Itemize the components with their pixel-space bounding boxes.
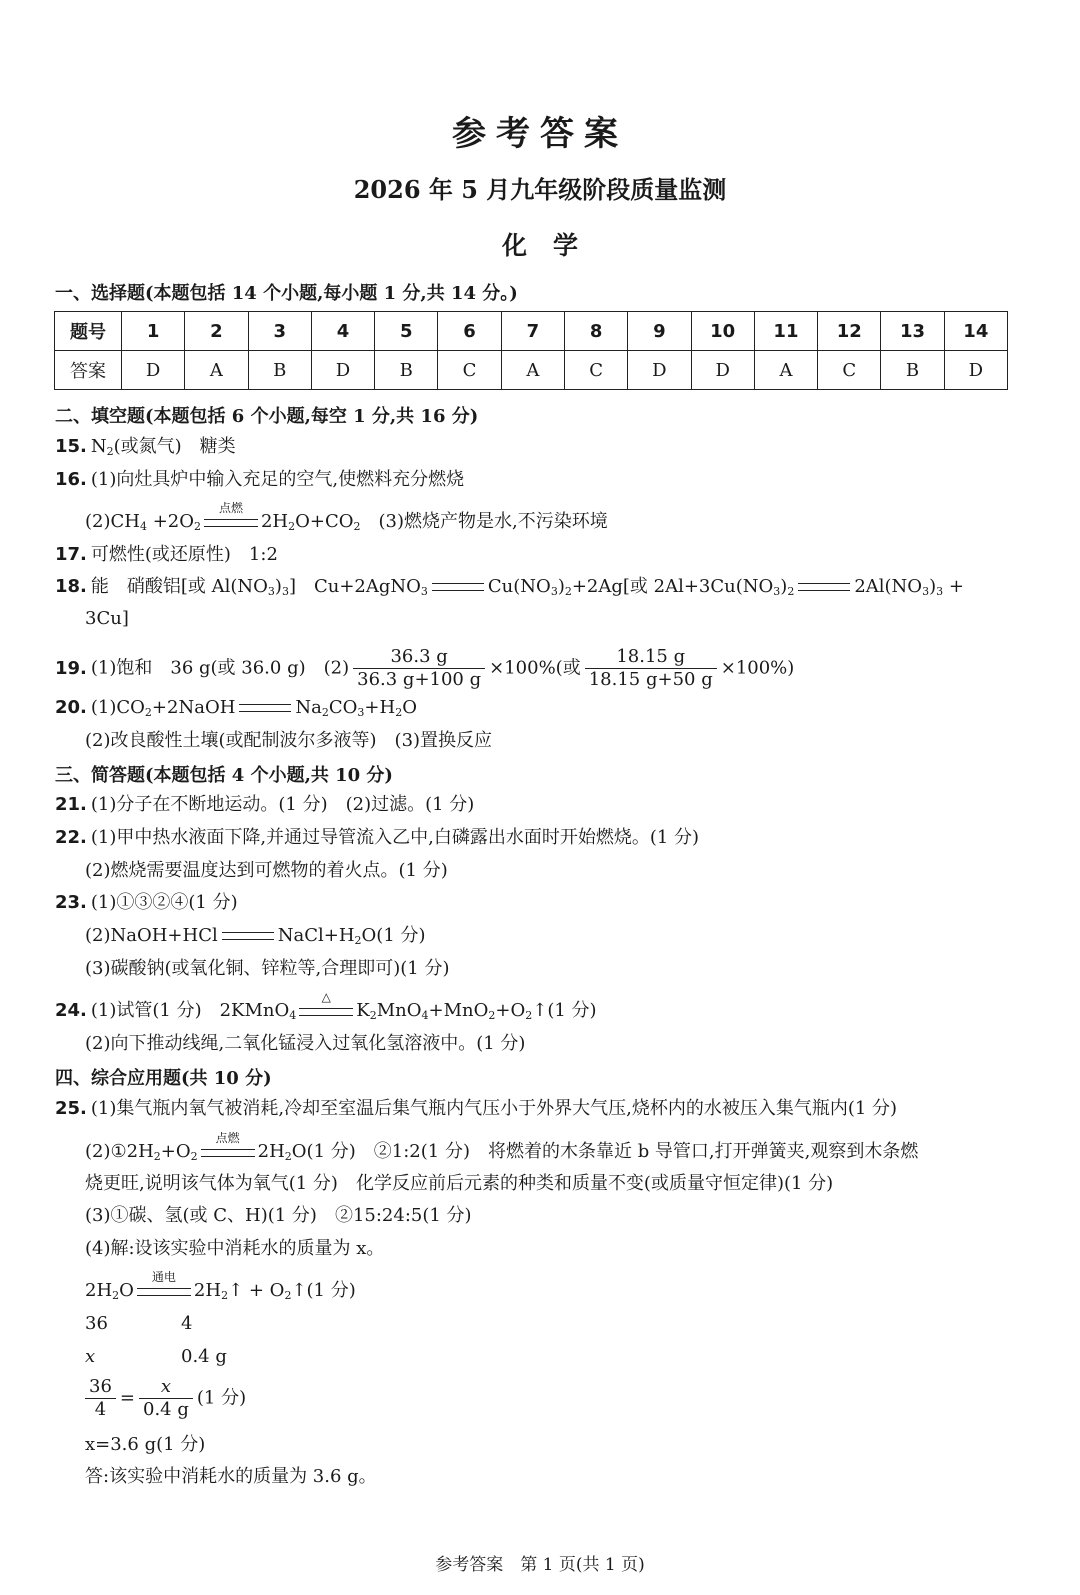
section-4-heading: 四、综合应用题(共 10 分) bbox=[55, 1068, 272, 1089]
answer-cell: D bbox=[311, 351, 374, 390]
question-number: 22. bbox=[55, 827, 87, 848]
question-number: 16. bbox=[55, 469, 87, 490]
fraction: $\frac{x}{0.4 g}$ bbox=[139, 1376, 193, 1421]
answer-q25-part4: (4)解:设该实验中消耗水的质量为 x。 bbox=[85, 1238, 385, 1259]
answer-q18-cont: 3Cu] bbox=[85, 608, 129, 629]
answer-q23-part2: (2)NaOH+HCl $NaCl+H_2O(1$ 分) bbox=[85, 925, 426, 947]
answer-q25-part2: $(2)①2H_2+O_2$ 点燃 $2H_2O(1$ 分) ②1:2(1 分) 将燃着的木条靠近 b 导管口,打开弹簧夹,观察到木条燃 bbox=[85, 1131, 919, 1163]
answer-q23-part3: (3)碳酸钠(或氧化铜、锌粒等,合理即可)(1 分) bbox=[85, 958, 450, 979]
answer-q18: 18. 能 硝酸铝[或 $Al(NO_3)_3$] Cu+2AgNO$_3$ $Cu(NO_3)_2+2Ag$[或 $2Al+3Cu(NO_3)_2$ $2Al(NO_3)_3$ + bbox=[55, 576, 964, 598]
answer-q24-part1: 24. (1)试管(1 分) 2KMnO$_4$ △ $K_2MnO_4+MnO_2+O_2↑(1$ 分) bbox=[55, 990, 597, 1022]
question-number: 17. bbox=[55, 544, 87, 565]
question-number: 21. bbox=[55, 794, 87, 815]
answer-cell: C bbox=[564, 351, 627, 390]
answer-q23-part1: 23. (1)①③②④(1 分) bbox=[55, 892, 238, 913]
question-number-cell: 14 bbox=[944, 312, 1007, 351]
answer-q16-part2: $(2)CH_4 +2O_2$ 点燃 $2H_2O+CO_2$ (3)燃烧产物是水,不污染环境 bbox=[85, 501, 608, 533]
answer-cell: A bbox=[501, 351, 564, 390]
table-row-numbers bbox=[55, 312, 1008, 351]
page-footer: 参考答案 第 1 页(共 1 页) bbox=[435, 1555, 645, 1575]
exam-subtitle: 2026 年 5 月九年级阶段质量监测 bbox=[353, 175, 727, 204]
reaction-condition: △ bbox=[299, 1004, 353, 1016]
answer-cell: B bbox=[881, 351, 944, 390]
question-number: 20. bbox=[55, 697, 87, 718]
question-number-cell: 11 bbox=[754, 312, 817, 351]
calc-row-mass: x 0.4 g bbox=[85, 1346, 227, 1367]
answer-cell: C bbox=[818, 351, 881, 390]
answer-cell: C bbox=[438, 351, 501, 390]
answer-q24-part2: (2)向下推动线绳,二氧化锰浸入过氧化氢溶液中。(1 分) bbox=[85, 1033, 526, 1054]
question-number: 15. bbox=[55, 436, 87, 457]
answer-q17: 17. 可燃性(或还原性) 1:2 bbox=[55, 544, 278, 565]
question-number: 18. bbox=[55, 576, 87, 597]
question-number: 24. bbox=[55, 1000, 87, 1021]
answer-cell: D bbox=[691, 351, 754, 390]
reaction-condition: 点燃 bbox=[201, 1145, 255, 1157]
answer-cell: D bbox=[628, 351, 691, 390]
question-number-cell: 1 bbox=[122, 312, 185, 351]
section-3-heading: 三、简答题(本题包括 4 个小题,共 10 分) bbox=[55, 765, 393, 786]
answer-q22-part2: (2)燃烧需要温度达到可燃物的着火点。(1 分) bbox=[85, 860, 448, 881]
fraction: $\frac{36}{4}$ bbox=[85, 1376, 116, 1421]
row-label-answer: 答案 bbox=[55, 351, 122, 390]
calc-result: x=3.6 g(1 分) bbox=[85, 1434, 206, 1455]
question-number-cell: 2 bbox=[185, 312, 248, 351]
table-row-answers bbox=[55, 351, 1008, 390]
answer-cell: D bbox=[122, 351, 185, 390]
calc-row-molar: 36 4 bbox=[85, 1313, 193, 1334]
answer-q21: 21. (1)分子在不断地运动。(1 分) (2)过滤。(1 分) bbox=[55, 794, 475, 815]
question-number-cell: 5 bbox=[375, 312, 438, 351]
question-number-cell: 12 bbox=[818, 312, 881, 351]
question-number: 19. bbox=[55, 657, 87, 679]
answer-cell: B bbox=[375, 351, 438, 390]
electrolysis-equation: $2H_2O$ 通电 $2H_2↑$ + $O_2↑(1$ 分) bbox=[85, 1270, 356, 1302]
question-number-cell: 13 bbox=[881, 312, 944, 351]
answer-q25-part3: (3)①碳、氢(或 C、H)(1 分) ②15:24:5(1 分) bbox=[85, 1205, 472, 1226]
answer-q15: 15. $N_2$(或氮气) 糖类 bbox=[55, 436, 236, 458]
reaction-condition: 通电 bbox=[137, 1284, 191, 1296]
answer-q25-part2-cont: 烧更旺,说明该气体为氧气(1 分) 化学反应前后元素的种类和质量不变(或质量守恒定律)(1 分) bbox=[85, 1173, 834, 1194]
answer-q16-part1: 16. (1)向灶具炉中输入充足的空气,使燃料充分燃烧 bbox=[55, 469, 465, 490]
question-number-cell: 3 bbox=[248, 312, 311, 351]
calc-ratio: $\frac{36}{4}$ = $\frac{x}{0.4 g}$ (1 分) bbox=[85, 1376, 246, 1421]
answer-cell: A bbox=[754, 351, 817, 390]
question-number-cell: 7 bbox=[501, 312, 564, 351]
answer-q20-part1: 20. $(1)CO_2+2NaOH$ $Na_2CO_3+H_2O$ bbox=[55, 697, 417, 719]
answer-cell: D bbox=[944, 351, 1007, 390]
fraction: $\frac{36.3 g}{36.3 g+100 g}$ bbox=[353, 646, 485, 691]
question-number-cell: 8 bbox=[564, 312, 627, 351]
answer-q25-part1: 25. (1)集气瓶内氧气被消耗,冷却至室温后集气瓶内气压小于外界大气压,烧杯内的水被压入集气瓶内(1 分) bbox=[55, 1098, 898, 1119]
question-number-cell: 9 bbox=[628, 312, 691, 351]
section-1-heading: 一、选择题(本题包括 14 个小题,每小题 1 分,共 14 分。) bbox=[55, 283, 518, 304]
answer-cell: B bbox=[248, 351, 311, 390]
section-2-heading: 二、填空题(本题包括 6 个小题,每空 1 分,共 16 分) bbox=[55, 406, 479, 427]
answer-q22-part1: 22. (1)甲中热水液面下降,并通过导管流入乙中,白磷露出水面时开始燃烧。(1 分) bbox=[55, 827, 700, 848]
answer-cell: A bbox=[185, 351, 248, 390]
question-number-cell: 6 bbox=[438, 312, 501, 351]
subject-title: 化学 bbox=[501, 231, 604, 260]
choice-answer-table bbox=[54, 311, 1008, 390]
final-answer: 答:该实验中消耗水的质量为 3.6 g。 bbox=[85, 1466, 377, 1487]
answer-q20-part2: (2)改良酸性土壤(或配制波尔多液等) (3)置换反应 bbox=[85, 730, 493, 751]
question-number-cell: 10 bbox=[691, 312, 754, 351]
page-title: 参考答案 bbox=[452, 114, 628, 154]
question-number: 25. bbox=[55, 1098, 87, 1119]
fraction: $\frac{18.15 g}{18.15 g+50 g}$ bbox=[585, 646, 717, 691]
row-label-number: 题号 bbox=[55, 312, 122, 351]
question-number-cell: 4 bbox=[311, 312, 374, 351]
question-number: 23. bbox=[55, 892, 87, 913]
answer-q19: 19. (1)饱和 36 g(或 36.0 g) (2) $\frac{36.3 g}{36.3 g+100 g}$ ×100%(或 $\frac{18.15 g}{18.15 g+50 g}$ ×100%) bbox=[55, 646, 795, 690]
reaction-condition: 点燃 bbox=[204, 515, 258, 527]
